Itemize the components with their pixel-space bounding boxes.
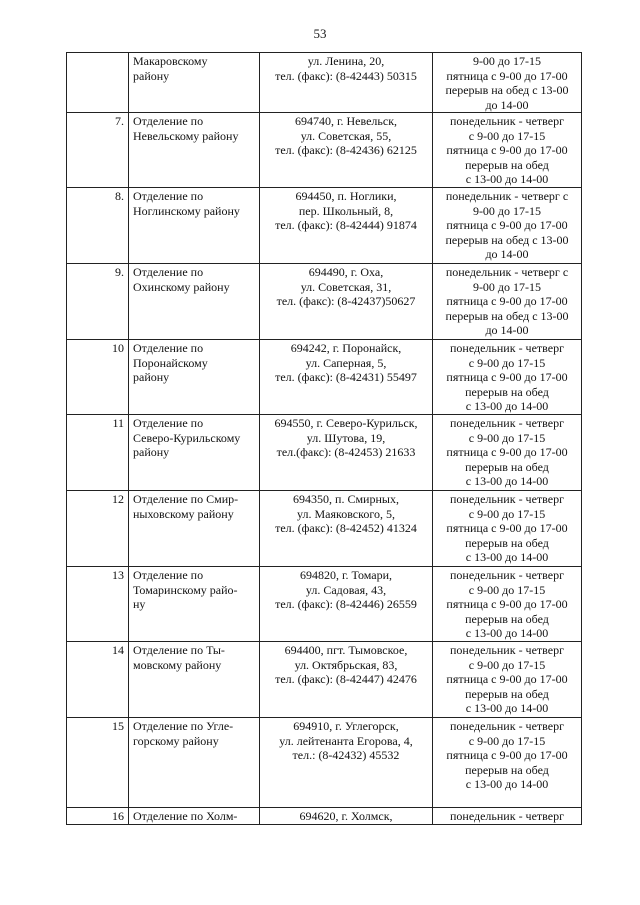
working-hours-line: пятница с 9-00 до 17-00 [446,370,568,384]
working-hours-line: понедельник - четверг [449,643,565,657]
working-hours [433,642,582,718]
working-hours-line: с 13-00 до 14-00 [465,474,549,488]
row-number: 8. [67,188,129,264]
departments-table-body [67,53,582,825]
working-hours [433,113,582,188]
department-address [260,340,433,415]
department-name-line: Томаринскому райо- [133,582,238,597]
working-hours [433,53,582,113]
working-hours-line: с 9-00 до 17-15 [468,582,546,597]
department-address-line: тел.(факс): (8-42453) 21633 [276,445,416,459]
department-address-line: ул. Садовая, 43, [305,582,387,597]
working-hours-line: пятница с 9-00 до 17-00 [446,672,568,686]
working-hours-line: пятница с 9-00 до 17-00 [446,143,568,157]
departments-table [66,52,582,825]
department-address-line: ул. Саперная, 5, [305,355,387,370]
row-number: 15 [67,718,129,808]
working-hours-line: с 13-00 до 14-00 [465,172,549,186]
working-hours-line: 9-00 до 17-15 [472,279,542,294]
department-name-line: Отделение по [133,341,204,355]
department-name-line: Отделение по Холм- [133,809,238,823]
working-hours-line: понедельник - четверг [449,568,565,582]
working-hours-line: до 14-00 [485,323,529,337]
working-hours-line: пятница с 9-00 до 17-00 [446,445,568,459]
department-address-line: тел.: (8-42432) 45532 [292,748,400,762]
table-row [67,415,582,491]
table-row [67,642,582,718]
department-address-line: ул. Ленина, 20, [307,54,385,68]
department-name [129,718,260,808]
department-address-line: тел. (факс): (8-42431) 55497 [275,370,417,384]
department-name-line: Отделение по Ты- [133,643,225,657]
department-address-line: ул. Шутова, 19, [306,430,386,445]
table-row [67,113,582,188]
department-name-line: Отделение по Смир- [133,492,239,506]
department-name-line: району [133,445,170,459]
working-hours-line: до 14-00 [485,97,529,112]
department-name-line: ныховскому району [133,506,234,521]
working-hours-line: понедельник - четверг [449,416,565,430]
working-hours-line: перерыв на обед [465,686,549,701]
table-row [67,808,582,825]
working-hours-line: с 9-00 до 17-15 [468,506,546,521]
department-address [260,264,433,340]
working-hours-line: с 9-00 до 17-15 [468,430,546,445]
table-row [67,264,582,340]
department-name [129,415,260,491]
department-address [260,188,433,264]
table-row [67,567,582,642]
department-address-line: 694820, г. Томари, [299,568,393,582]
working-hours-line: с 9-00 до 17-15 [468,657,546,672]
department-name-line: Отделение по [133,265,204,279]
department-name-line: Отделение по [133,568,204,582]
row-number: 11 [67,415,129,491]
working-hours [433,567,582,642]
working-hours-line: понедельник - четверг [449,492,565,506]
department-address-line: тел. (факс): (8-42436) 62125 [275,143,417,157]
department-name-line: Макаровскому [133,54,208,68]
department-name-line: Ноглинскому району [133,203,240,218]
working-hours-line: перерыв на обед с 13-00 [445,232,569,247]
department-address-line: тел. (факс): (8-42443) 50315 [275,68,417,83]
working-hours-line: с 13-00 до 14-00 [465,701,549,715]
row-number: 13 [67,567,129,642]
department-name [129,53,260,113]
department-name [129,567,260,642]
working-hours [433,340,582,415]
department-address-line: тел. (факс): (8-42446) 26559 [275,597,417,611]
department-address-line: 694490, г. Оха, [308,265,384,279]
department-address-line: тел. (факс): (8-42452) 41324 [275,521,417,535]
working-hours-line: перерыв на обед [465,762,549,777]
department-name [129,642,260,718]
department-name [129,113,260,188]
department-address-line: тел. (факс): (8-42447) 42476 [275,672,417,686]
working-hours-line: понедельник - четверг [449,114,565,128]
department-address [260,113,433,188]
department-name-line: Отделение по Угле- [133,719,234,733]
department-name-line: Северо-Курильскому [133,430,241,445]
department-name-line: району [133,370,170,384]
working-hours-line: перерыв на обед [465,384,549,399]
working-hours [433,718,582,808]
department-address-line: ул. Советская, 55, [300,128,392,143]
table-row [67,53,582,113]
row-number: 16 [67,808,129,825]
working-hours-line: понедельник - четверг с [445,265,569,279]
department-name-line: Невельскому району [133,128,239,143]
department-address [260,718,433,808]
working-hours-line: перерыв на обед [465,611,549,626]
working-hours-line: перерыв на обед с 13-00 [445,308,569,323]
working-hours [433,188,582,264]
working-hours-line: пятница с 9-00 до 17-00 [446,597,568,611]
department-name [129,491,260,567]
department-name-line: Охинскому району [133,279,230,294]
department-name-line: Поронайскому [133,355,208,370]
department-name [129,188,260,264]
department-name [129,808,260,825]
working-hours-line: пятница с 9-00 до 17-00 [446,68,568,83]
department-address-line: ул. лейтенанта Егорова, 4, [279,733,413,748]
table-row [67,340,582,415]
department-address [260,642,433,718]
working-hours-line: пятница с 9-00 до 17-00 [446,294,568,308]
working-hours [433,491,582,567]
department-address [260,415,433,491]
department-name-line: мовскому району [133,657,222,672]
table-row [67,491,582,567]
working-hours [433,415,582,491]
department-address-line: тел. (факс): (8-42437)50627 [276,294,416,308]
working-hours-line: перерыв на обед [465,157,549,172]
department-address [260,491,433,567]
working-hours-line: до 14-00 [485,247,529,261]
working-hours-line: пятница с 9-00 до 17-00 [446,218,568,232]
row-number: 9. [67,264,129,340]
department-address-line: ул. Октябрьская, 83, [294,657,398,672]
department-address-line: 694620, г. Холмск, [299,809,393,823]
working-hours [433,264,582,340]
working-hours-line: понедельник - четверг [449,341,565,355]
department-name [129,264,260,340]
row-number: 12 [67,491,129,567]
department-address-line: 694910, г. Углегорск, [293,719,399,733]
department-name-line: горскому району [133,733,219,748]
row-number: 7. [67,113,129,188]
working-hours-line: с 13-00 до 14-00 [465,550,549,564]
working-hours-line: с 9-00 до 17-15 [468,355,546,370]
page-number: 53 [313,26,327,41]
working-hours-line: понедельник - четверг [449,719,565,733]
working-hours-line: понедельник - четверг с [445,189,569,203]
department-address-line: ул. Маяковского, 5, [297,506,395,521]
working-hours-line: с 13-00 до 14-00 [465,399,549,413]
working-hours-line: 9-00 до 17-15 [472,54,542,68]
working-hours-line: пятница с 9-00 до 17-00 [446,521,568,535]
working-hours-line: с 13-00 до 14-00 [465,626,549,640]
department-name-line: ну [133,597,146,611]
table-row [67,188,582,264]
working-hours-line: с 13-00 до 14-00 [465,777,549,791]
department-name-line: Отделение по [133,189,204,203]
row-number: 10 [67,340,129,415]
department-address-line: 694740, г. Невельск, [294,114,398,128]
working-hours-line: перерыв на обед с 13-00 [445,83,569,97]
working-hours-line: 9-00 до 17-15 [472,203,542,218]
department-address [260,53,433,113]
working-hours-line: с 9-00 до 17-15 [468,128,546,143]
department-address-line: 694550, г. Северо-Курильск, [274,416,418,430]
table-row [67,718,582,808]
department-name-line: району [133,68,170,83]
department-name-line: Отделение по [133,416,204,430]
working-hours-line: пятница с 9-00 до 17-00 [446,748,568,762]
department-address-line: 694242, г. Поронайск, [290,341,402,355]
department-address-line: ул. Советская, 31, [300,279,392,294]
row-number: 14 [67,642,129,718]
department-name-line: Отделение по [133,114,204,128]
working-hours-line: с 9-00 до 17-15 [468,733,546,748]
department-address [260,808,433,825]
department-address-line: тел. (факс): (8-42444) 91874 [275,218,417,232]
working-hours [433,808,582,825]
working-hours-line: перерыв на обед [465,535,549,550]
row-number [67,53,129,113]
working-hours-line: перерыв на обед [465,459,549,474]
working-hours-line: понедельник - четверг [449,809,565,823]
department-address [260,567,433,642]
department-name [129,340,260,415]
department-address-line: 694400, пгт. Тымовское, [284,643,408,657]
department-address-line: 694350, п. Смирных, [293,492,399,506]
department-address-line: 694450, п. Ноглики, [295,189,397,203]
department-address-line: пер. Школьный, 8, [298,203,394,218]
